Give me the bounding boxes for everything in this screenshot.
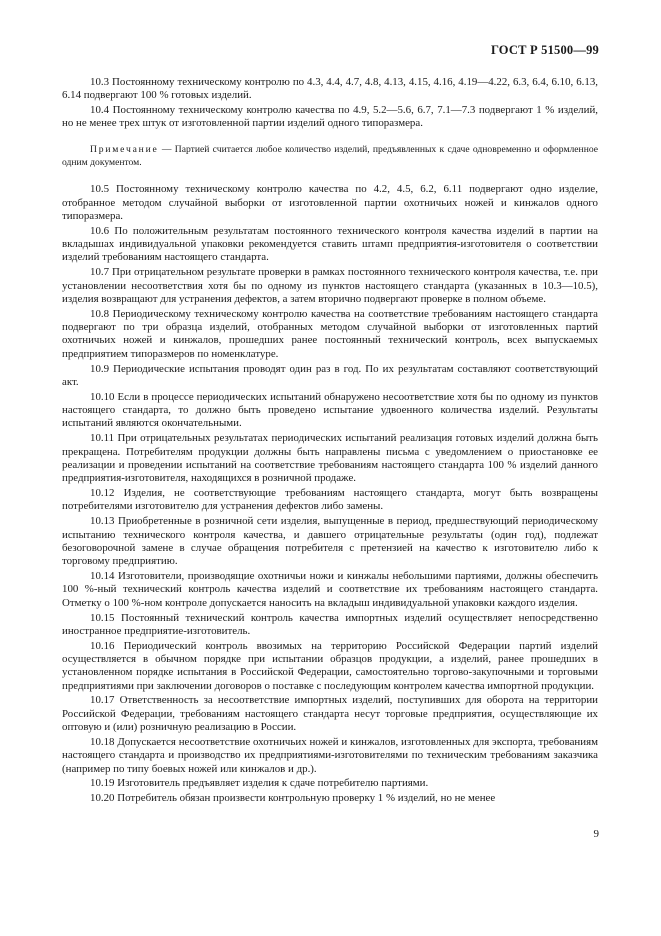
note-block [62, 144, 598, 170]
paragraph-10-8: 10.8 Периодическому техническому контролю качества на соответствие требованиям настоящего стандарта подвергают по три образца изделий, отобранных методом случайной выборки от изготовленных партий охотничьих ножей и кинжалов, прошедших ранее постоянный технический контроль, всех выпускаемых предприятием типоразмеров по номенклатуре. [62, 307, 598, 360]
paragraph-10-5: 10.5 Постоянному техническому контролю качества по 4.2, 4.5, 6.2, 6.11 подвергают одно изделие, отобранное методом случайной выборки от изготовленной партии охотничьих ножей и кинжалов одного типоразмера. [62, 183, 598, 222]
paragraph-10-12: 10.12 Изделия, не соответствующие требованиям настоящего стандарта, могут быть возвращены потребителями изготовителю для устранения дефектов либо замены. [62, 487, 598, 513]
paragraph-10-7: 10.7 При отрицательном результате проверки в рамках постоянного технического контроля качества, т.е. при установлении несоответствия хотя бы по одному из пунктов настоящего стандарта (указанных в 10.3—10.5), изделия возвращают для устранения дефектов, а затем вторично подвергают проверке в полном объеме. [62, 266, 598, 305]
paragraph-10-18: 10.18 Допускается несоответствие охотничьих ножей и кинжалов, изготовленных для экспорта, требованиям настоящего стандарта и производство их предприятиями-изготовителями по техническим требованиям заказчика (например по типу боевых ножей или кинжалов и др.). [62, 735, 598, 775]
paragraph-10-6: 10.6 По положительным результатам постоянного технического контроля качества изделий в партии на вкладышах индивидуальной упаковки рекомендуется ставить штамп предприятия-изготовителя о соответствии изделий требованиям настоящего стандарта. [62, 224, 598, 264]
note-label: Примечание [90, 143, 159, 155]
paragraph-10-15: 10.15 Постоянный технический контроль качества импортных изделий осуществляет непосредственно иностранное предприятие-изготовитель. [62, 611, 598, 637]
page-number: 9 [593, 828, 599, 840]
paragraph-10-4: 10.4 Постоянному техническому контролю качества по 4.9, 5.2—5.6, 6.7, 7.1—7.3 подвергают 1 % изделий, но не менее трех штук от изготовленной партии изделий одного типоразмера. [62, 104, 598, 130]
paragraph-10-20: 10.20 Потребитель обязан произвести контрольную проверку 1 % изделий, но не менее [90, 792, 496, 805]
paragraph-10-17: 10.17 Ответственность за несоответствие импортных изделий, поступивших для оборота на территории Российской Федерации, требованиям настоящего стандарта несут торговые предприятия, осуществляющие их оптовую и (или) розничную реализацию в России. [62, 694, 598, 734]
document-body [62, 76, 598, 807]
standard-header: ГОСТ Р 51500—99 [490, 43, 599, 57]
paragraph-10-14: 10.14 Изготовители, производящие охотничьи ножи и кинжалы небольшими партиями, должны обеспечить 100 %-ный технический контроль качества изделий и соответствие их требованиям настоящего стандарта. Отметку о 100 %-ном контроле допускается наносить на вкладыш индивидуальной упаковки каждого изделия. [62, 570, 598, 609]
paragraph-10-13: 10.13 Приобретенные в розничной сети изделия, выпущенные в период, предшествующий периодическому испытанию технического контроля качества, и давшего отрицательные результаты (один год), подлежат безоговорочной замене в случае обращения потребителя с претензией на качество к изготовителю либо к торговому предприятию. [62, 515, 598, 568]
paragraph-10-16: 10.16 Периодический контроль ввозимых на территорию Российской Федерации партий изделий осуществляется в обычном порядке при испытании образцов продукции, а изделий, ранее прошедших в установленном порядке испытания в Российской Федерации, самостоятельно торгово-закупочными и торговыми предприятиями при заключении договоров о поставке с последующим контролем качества импортной продукции. [62, 639, 598, 692]
paragraph-10-11: 10.11 При отрицательных результатах периодических испытаний реализация готовых изделий должна быть прекращена. Потребителям продукции должны быть направлены письма с уведомлением о приостановке ее реализации и проведении испытаний на соответствие требованиям настоящего стандарта 100 % изделий данного предприятия-изготовителя, находящихся в розничной продаже. [62, 432, 598, 485]
paragraph-10-19: 10.19 Изготовитель предъявляет изделия к сдаче потребителю партиями. [90, 777, 429, 790]
paragraph-10-10: 10.10 Если в процессе периодических испытаний обнаружено несоответствие хотя бы по одному из пунктов настоящего стандарта, то должно быть проведено испытание удвоенного количества изделий. Результаты испытаний являются окончательными. [62, 390, 598, 430]
paragraph-10-3: 10.3 Постоянному техническому контролю по 4.3, 4.4, 4.7, 4.8, 4.13, 4.15, 4.16, 4.19—4.22, 6.3, 6.4, 6.10, 6.13, 6.14 подвергают 100 % готовых изделий. [62, 76, 598, 102]
note-text: — Партией считается любое количество изделий, предъявленных к сдаче одновременно и оформленное одним документом. [62, 143, 598, 168]
paragraph-10-9: 10.9 Периодические испытания проводят один раз в год. По их результатам составляют соответствующий акт. [62, 362, 598, 388]
